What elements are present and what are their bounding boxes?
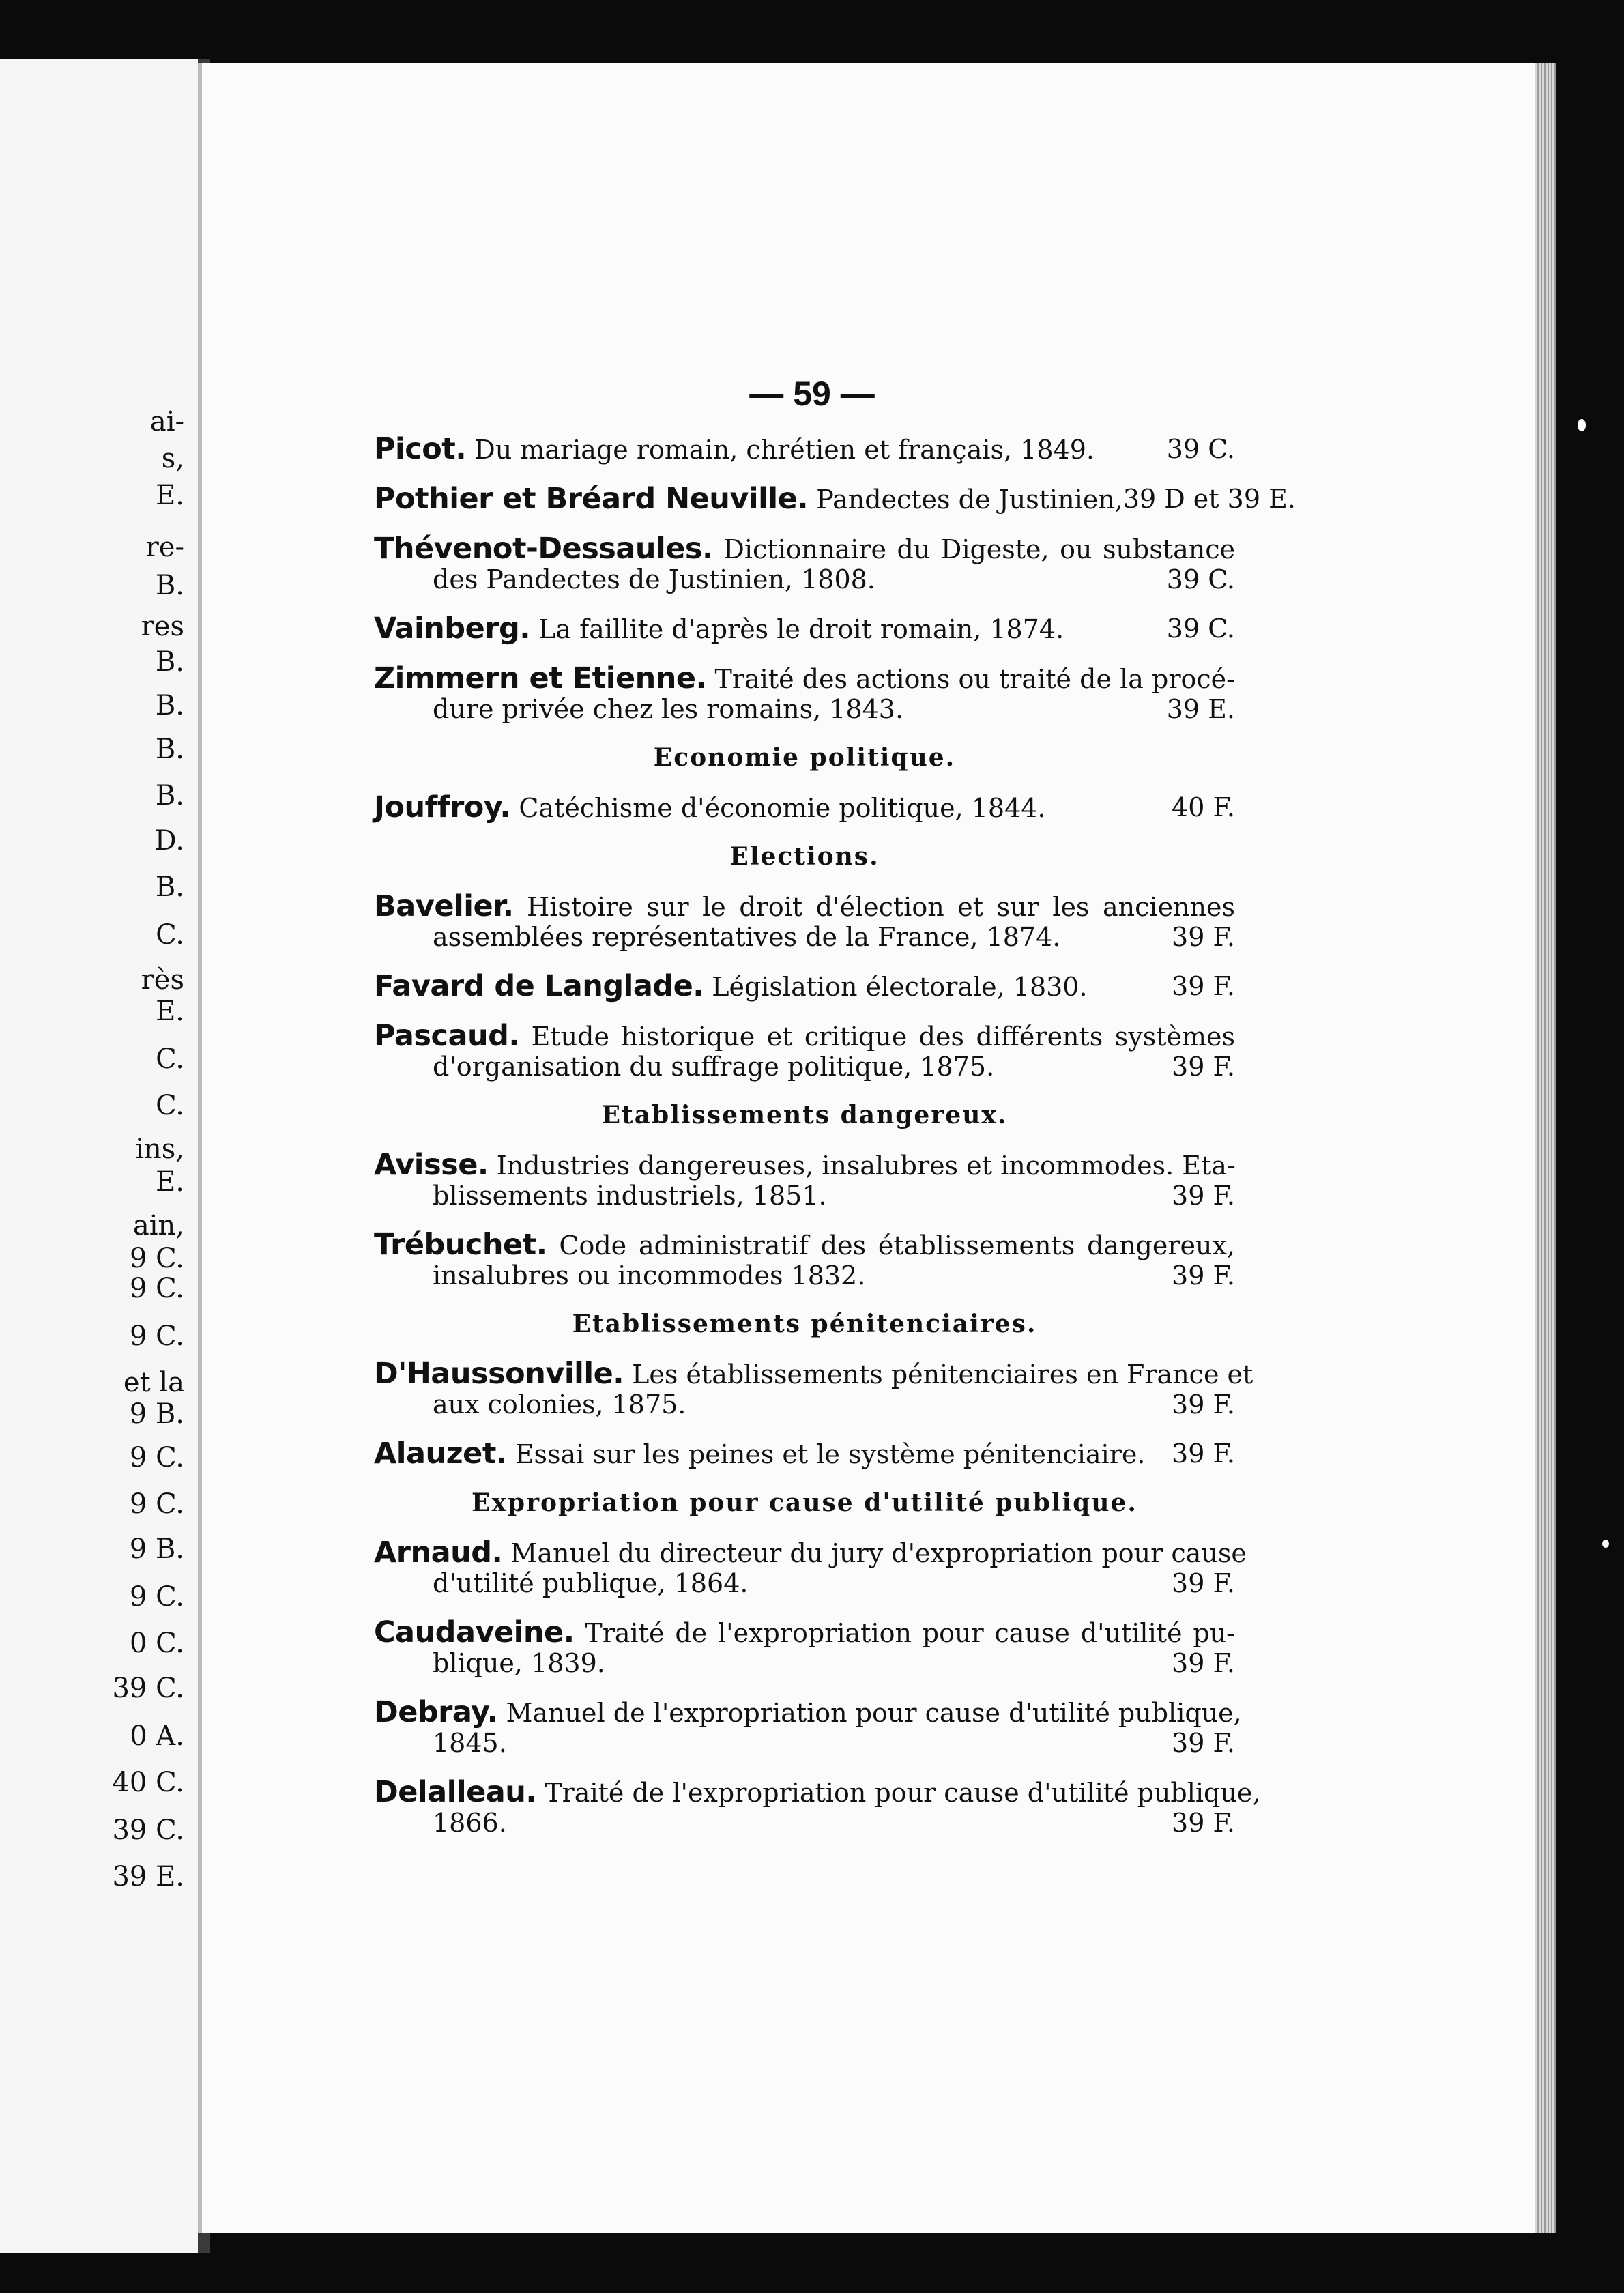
margin-fragment: D. <box>154 825 184 856</box>
margin-fragment: B. <box>155 646 184 678</box>
entry-title-continued: d'utilité publique, 1864. <box>433 1568 749 1598</box>
catalog-entry <box>374 1021 1235 1082</box>
margin-fragment: E. <box>156 1166 184 1198</box>
entry-author: D'Haussonville. <box>374 1357 624 1391</box>
shelf-reference: 39 F. <box>1172 1389 1235 1419</box>
entry-title: Traité des actions ou traité de la procé- <box>706 664 1235 694</box>
entry-line <box>374 1535 1247 1570</box>
shelf-reference: 39 F. <box>1172 1808 1235 1838</box>
entry-line <box>374 611 1235 646</box>
section-heading: Economie politique. <box>653 743 956 772</box>
entry-title-continued: 1845. <box>433 1728 507 1758</box>
entry-author: Alauzet. <box>374 1437 507 1471</box>
entry-title: Histoire sur le droit d'élection et sur les anciennes <box>513 892 1235 922</box>
catalog-entry <box>374 1150 1235 1211</box>
margin-fragment: C. <box>156 1090 184 1121</box>
entry-continuation <box>374 1181 1235 1211</box>
entry-author: Arnaud. <box>374 1535 503 1570</box>
entry-lead <box>374 1439 1145 1469</box>
entry-lead <box>374 661 1235 695</box>
margin-fragment: 0 C. <box>129 1628 184 1659</box>
entry-author: Favard de Langlade. <box>374 969 704 1003</box>
catalog-entry <box>374 1439 1235 1469</box>
entry-title: Manuel de l'expropriation pour cause d'utilité publique, <box>497 1698 1242 1728</box>
margin-fragment: 9 C. <box>129 1442 184 1473</box>
entry-continuation <box>374 694 1235 724</box>
catalog-entry <box>374 971 1235 1002</box>
entry-line <box>374 1021 1235 1052</box>
shelf-reference: 39 F. <box>1172 1648 1235 1678</box>
entry-line <box>374 891 1235 922</box>
entry-lead <box>374 1695 1242 1729</box>
entry-title-continued: d'organisation du suffrage politique, 1875. <box>433 1052 995 1082</box>
margin-fragment: 9 C. <box>129 1581 184 1613</box>
entry-lead <box>374 1775 1261 1809</box>
entry-title: Législation électorale, 1830. <box>704 972 1088 1002</box>
margin-fragment: 0 A. <box>130 1720 184 1752</box>
catalog-entry <box>374 792 1235 823</box>
margin-fragment: 9 B. <box>129 1398 184 1430</box>
entry-lead <box>374 1019 1235 1053</box>
margin-fragment: 9 C. <box>129 1488 184 1520</box>
entry-lead <box>374 889 1235 923</box>
entry-author: Vainberg. <box>374 611 531 646</box>
shelf-reference: 39 F. <box>1172 1568 1235 1598</box>
entry-lead <box>374 1359 1253 1389</box>
entry-title: Manuel du directeur du jury d'expropriation pour cause <box>502 1538 1247 1568</box>
entry-lead <box>374 971 1088 1002</box>
entry-title-continued: assemblées représentatives de la France, 1874. <box>433 922 1061 952</box>
shelf-reference: 39 C. <box>1166 614 1235 644</box>
entry-continuation <box>374 1728 1235 1758</box>
entry-title-continued: aux colonies, 1875. <box>433 1389 686 1419</box>
catalog-entry <box>374 1535 1247 1598</box>
entry-line <box>374 971 1235 1002</box>
entry-author: Picot. <box>374 432 467 466</box>
margin-fragment: B. <box>155 690 184 721</box>
entry-continuation <box>374 1260 1235 1290</box>
shelf-reference: 40 F. <box>1172 792 1235 822</box>
section-heading: Etablissements pénitenciaires. <box>572 1310 1037 1338</box>
entry-author: Pothier et Bréard Neuville. <box>374 482 809 516</box>
catalog-entry <box>374 1695 1242 1758</box>
shelf-reference: 39 F. <box>1172 1260 1235 1290</box>
entry-line <box>374 663 1235 694</box>
entry-line <box>374 1775 1261 1809</box>
margin-fragment: ins, <box>135 1134 184 1165</box>
entry-title: Traité de l'expropriation pour cause d'utilité pu- <box>574 1618 1235 1648</box>
entry-author: Zimmern et Etienne. <box>374 661 707 695</box>
entry-lead <box>374 792 1046 823</box>
margin-fragment: re- <box>145 532 184 563</box>
entry-line <box>374 482 1296 516</box>
margin-fragment: 9 C. <box>129 1321 184 1352</box>
entry-author: Delalleau. <box>374 1775 537 1809</box>
entry-line <box>374 434 1235 465</box>
section-heading: Etablissements dangereux. <box>601 1101 1008 1129</box>
entry-line <box>374 1230 1235 1260</box>
margin-fragment: C. <box>156 919 184 951</box>
margin-fragment: 39 E. <box>112 1861 184 1892</box>
entry-continuation <box>374 1648 1235 1678</box>
entry-title-continued: blique, 1839. <box>433 1648 605 1678</box>
entry-title: Traité de l'expropriation pour cause d'utilité publique, <box>536 1778 1261 1808</box>
entry-line <box>374 1150 1235 1181</box>
margin-fragment: 9 B. <box>129 1533 184 1565</box>
catalog-entry <box>374 611 1235 646</box>
entry-title-continued: 1866. <box>433 1808 507 1838</box>
entry-author: Pascaud. <box>374 1019 520 1053</box>
entry-title-continued: insalubres ou incommodes 1832. <box>433 1260 866 1290</box>
margin-fragment: 40 C. <box>112 1767 184 1798</box>
catalog-entry <box>374 891 1235 952</box>
entry-title-continued: blissements industriels, 1851. <box>433 1181 827 1211</box>
entry-title: Du mariage romain, chrétien et français, 1849. <box>466 435 1094 465</box>
shelf-reference: 39 F. <box>1172 922 1235 952</box>
shelf-reference: 39 C. <box>1166 434 1235 464</box>
margin-fragment: B. <box>155 734 184 765</box>
margin-fragment: 39 C. <box>112 1673 184 1704</box>
entry-title: Essai sur les peines et le système pénitenciaire. <box>506 1439 1146 1469</box>
scan-speck <box>1578 419 1586 431</box>
entry-lead <box>374 1148 1236 1182</box>
entry-lead <box>374 1535 1247 1570</box>
entry-author: Thévenot-Dessaules. <box>374 532 713 566</box>
entry-continuation <box>374 1808 1235 1838</box>
entry-continuation <box>374 922 1235 952</box>
entry-title: Les établissements pénitenciaires en France et <box>624 1359 1253 1389</box>
catalog-entry <box>374 1617 1235 1678</box>
margin-fragment: E. <box>156 480 184 511</box>
entry-continuation <box>374 1052 1235 1082</box>
shelf-reference: 39 F. <box>1172 1181 1235 1211</box>
catalog-entry <box>374 434 1235 465</box>
entry-lead <box>374 434 1094 465</box>
entry-line <box>374 792 1235 823</box>
entry-author: Caudaveine. <box>374 1615 575 1649</box>
catalog-entry <box>374 534 1235 594</box>
entry-title: Industries dangereuses, insalubres et incommodes. Eta- <box>488 1151 1236 1181</box>
margin-fragment: C. <box>156 1043 184 1075</box>
shelf-reference: 39 F. <box>1172 1052 1235 1082</box>
page-number: — 59 — <box>749 375 875 413</box>
margin-fragment: et la <box>123 1367 184 1398</box>
margin-fragment: B. <box>155 780 184 811</box>
page-edge <box>1535 63 1556 2233</box>
margin-fragment: s, <box>161 443 184 474</box>
shelf-reference: 39 F. <box>1172 1439 1235 1469</box>
shelf-reference: 39 E. <box>1166 694 1235 724</box>
entry-lead <box>374 534 1235 564</box>
entry-line <box>374 1617 1235 1648</box>
margin-fragment: res <box>141 611 184 642</box>
entry-title: Etude historique et critique des différents systèmes <box>519 1022 1235 1052</box>
margin-fragment: 9 C. <box>129 1243 184 1274</box>
entry-title: Code administratif des établissements dangereux, <box>547 1230 1235 1260</box>
entry-line <box>374 1439 1235 1469</box>
entry-title-continued: des Pandectes de Justinien, 1808. <box>433 564 875 594</box>
catalog-entry <box>374 663 1235 724</box>
entry-title: Dictionnaire du Digeste, ou substance <box>712 534 1235 564</box>
margin-fragment: 39 C. <box>112 1815 184 1846</box>
section-heading: Elections. <box>729 842 880 871</box>
entry-continuation <box>374 564 1235 594</box>
entry-author: Avisse. <box>374 1148 489 1182</box>
entry-title-continued: dure privée chez les romains, 1843. <box>433 694 904 724</box>
entry-title: Pandectes de Justinien, <box>808 485 1123 515</box>
entry-line <box>374 1357 1253 1391</box>
margin-fragment: B. <box>155 570 184 601</box>
entry-author: Bavelier. <box>374 889 514 923</box>
entry-continuation <box>374 1389 1235 1419</box>
catalog-entry <box>374 1357 1253 1419</box>
previous-page-fragment <box>0 59 210 2253</box>
entry-lead <box>374 1615 1235 1649</box>
entry-title: La faillite d'après le droit romain, 1874. <box>530 614 1064 644</box>
entry-author: Trébuchet. <box>374 1228 547 1262</box>
section-heading: Expropriation pour cause d'utilité publique. <box>472 1488 1137 1517</box>
margin-fragment: B. <box>155 871 184 903</box>
shelf-reference: 39 F. <box>1172 971 1235 1001</box>
catalog-entry <box>374 1775 1261 1838</box>
entry-continuation <box>374 1568 1235 1598</box>
shelf-reference: 39 F. <box>1172 1728 1235 1758</box>
shelf-reference: 39 C. <box>1166 564 1235 594</box>
entry-title: Catéchisme d'économie politique, 1844. <box>510 793 1046 823</box>
entry-author: Jouffroy. <box>374 790 511 824</box>
catalog-entries <box>374 432 1296 1857</box>
margin-fragment: rès <box>141 964 184 996</box>
entry-lead <box>374 484 1123 515</box>
entry-author: Debray. <box>374 1695 498 1729</box>
entry-lead <box>374 611 1064 646</box>
catalog-entry <box>374 482 1296 516</box>
margin-fragment: ain, <box>132 1210 184 1241</box>
entry-lead <box>374 1230 1235 1260</box>
catalog-entry <box>374 1230 1235 1290</box>
shelf-reference: 39 D et 39 E. <box>1122 484 1296 514</box>
margin-fragment: ai- <box>149 406 184 437</box>
margin-fragment: 9 C. <box>129 1273 184 1304</box>
scan-speck <box>1602 1540 1609 1548</box>
margin-fragment: E. <box>156 996 184 1027</box>
entry-line <box>374 1695 1242 1729</box>
entry-line <box>374 534 1235 564</box>
